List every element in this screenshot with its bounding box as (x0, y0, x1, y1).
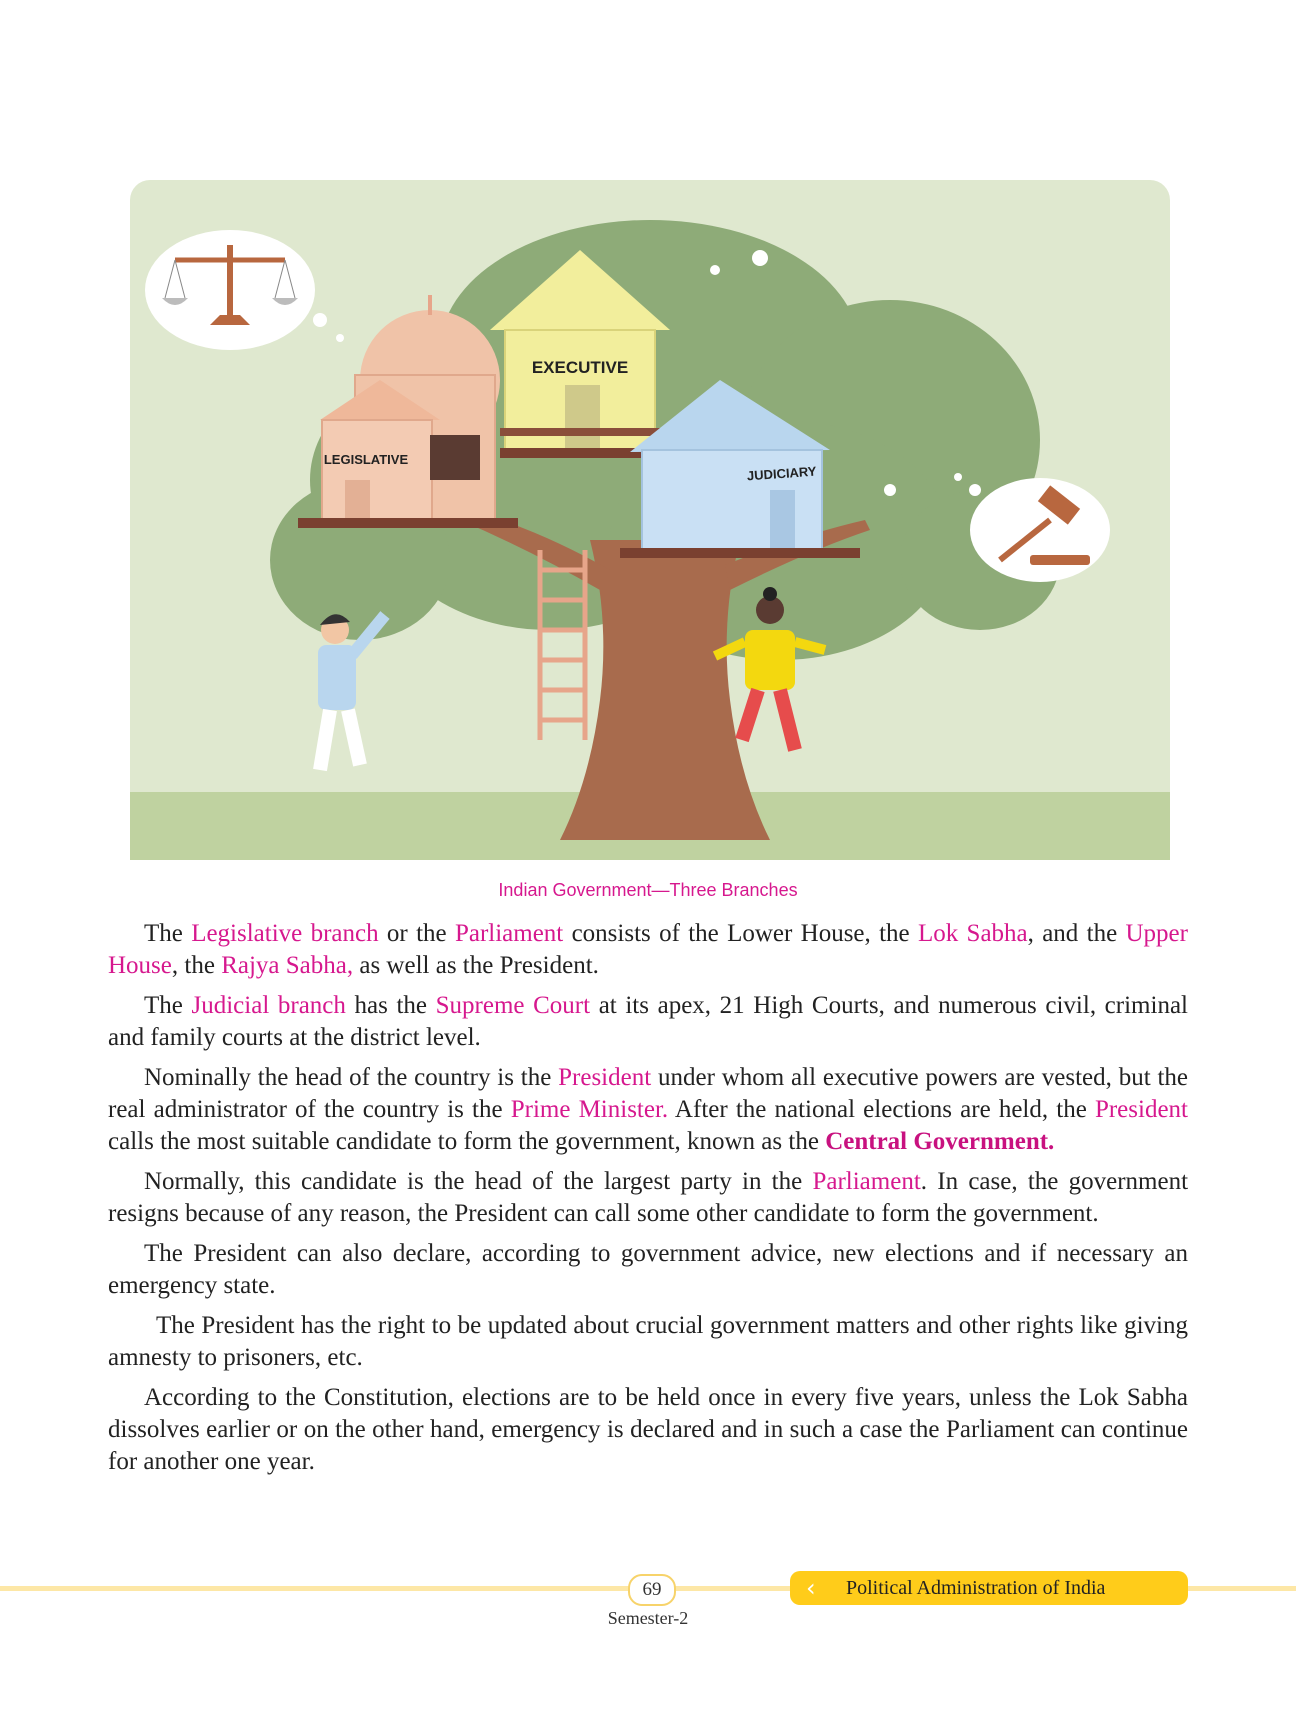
paragraph-judicial (108, 990, 1188, 1054)
text-run: The (144, 920, 192, 947)
text-run: under whom all executive powers are vested, but the real administrator of the country is the (108, 1064, 1188, 1123)
highlight-term: Parliament (812, 1168, 921, 1195)
body-text (108, 918, 1188, 1486)
text-run: Normally, this candidate is the head of the largest party in the (144, 1168, 813, 1195)
highlight-term: Prime Minister. (510, 1096, 669, 1123)
text-run: Nominally the head of the country is the (144, 1064, 559, 1091)
paragraph-legislative (108, 918, 1188, 982)
figure-caption: Indian Government—Three Branches (498, 880, 798, 900)
paragraph-candidate (108, 1166, 1188, 1230)
highlight-term: Parliament (454, 920, 564, 947)
text-run: , and the (1027, 920, 1126, 947)
text-run: The (144, 992, 192, 1019)
text-run: consists of the Lower House, the (563, 920, 918, 947)
three-branches-illustration (130, 180, 1170, 860)
paragraph-rights: The President has the right to be updated about crucial government matters and other rights like giving amnesty to prisoners, etc. (108, 1312, 1188, 1371)
executive-label: EXECUTIVE (531, 358, 629, 377)
text-run: After the national elections are held, the (668, 1096, 1095, 1123)
highlight-term: Legislative branch (191, 920, 379, 947)
highlight-term: Upper House (108, 920, 1188, 979)
text-run: at its apex, 21 High Courts, and numerous civil, criminal and family courts at the district level. (108, 992, 1188, 1051)
text-run: or the (378, 920, 455, 947)
paragraph-executive (108, 1062, 1188, 1158)
paragraph-elections: The President can also declare, according to government advice, new elections and if necessary an emergency state. (108, 1240, 1188, 1299)
semester-label: Semester-2 (607, 1608, 689, 1628)
chapter-title: Political Administration of India (846, 1577, 1106, 1599)
paragraph-constitution: According to the Constitution, elections are to be held once in every five years, unless the Lok Sabha dissolves earlier or on the other hand, emergency is declared and in such a case the Parliament can continue for another one year. (108, 1384, 1188, 1475)
judiciary-label: JUDICIARY (746, 463, 817, 484)
highlight-term-bold: Central Government. (825, 1128, 1055, 1155)
chevron-left-icon: ‹ (806, 1574, 816, 1602)
highlight-term: Rajya Sabha, (221, 952, 354, 979)
text-run: has the (345, 992, 436, 1019)
legislative-label: LEGISLATIVE (323, 452, 409, 467)
text-run: . In case, the government resigns because of any reason, the President can call some other candidate to form the government. (108, 1168, 1189, 1227)
text-run: calls the most suitable candidate to form the government, known as the (108, 1128, 826, 1155)
text-run: , the (171, 952, 222, 979)
chapter-tab (790, 1571, 1188, 1605)
highlight-term: President (558, 1064, 652, 1091)
text-run: as well as the President. (353, 952, 599, 979)
highlight-term: Judicial branch (191, 992, 346, 1019)
highlight-term: Supreme Court (435, 992, 591, 1019)
highlight-term: President (1094, 1096, 1188, 1123)
page-number: 69 (628, 1574, 676, 1606)
highlight-term: Lok Sabha (917, 920, 1028, 947)
